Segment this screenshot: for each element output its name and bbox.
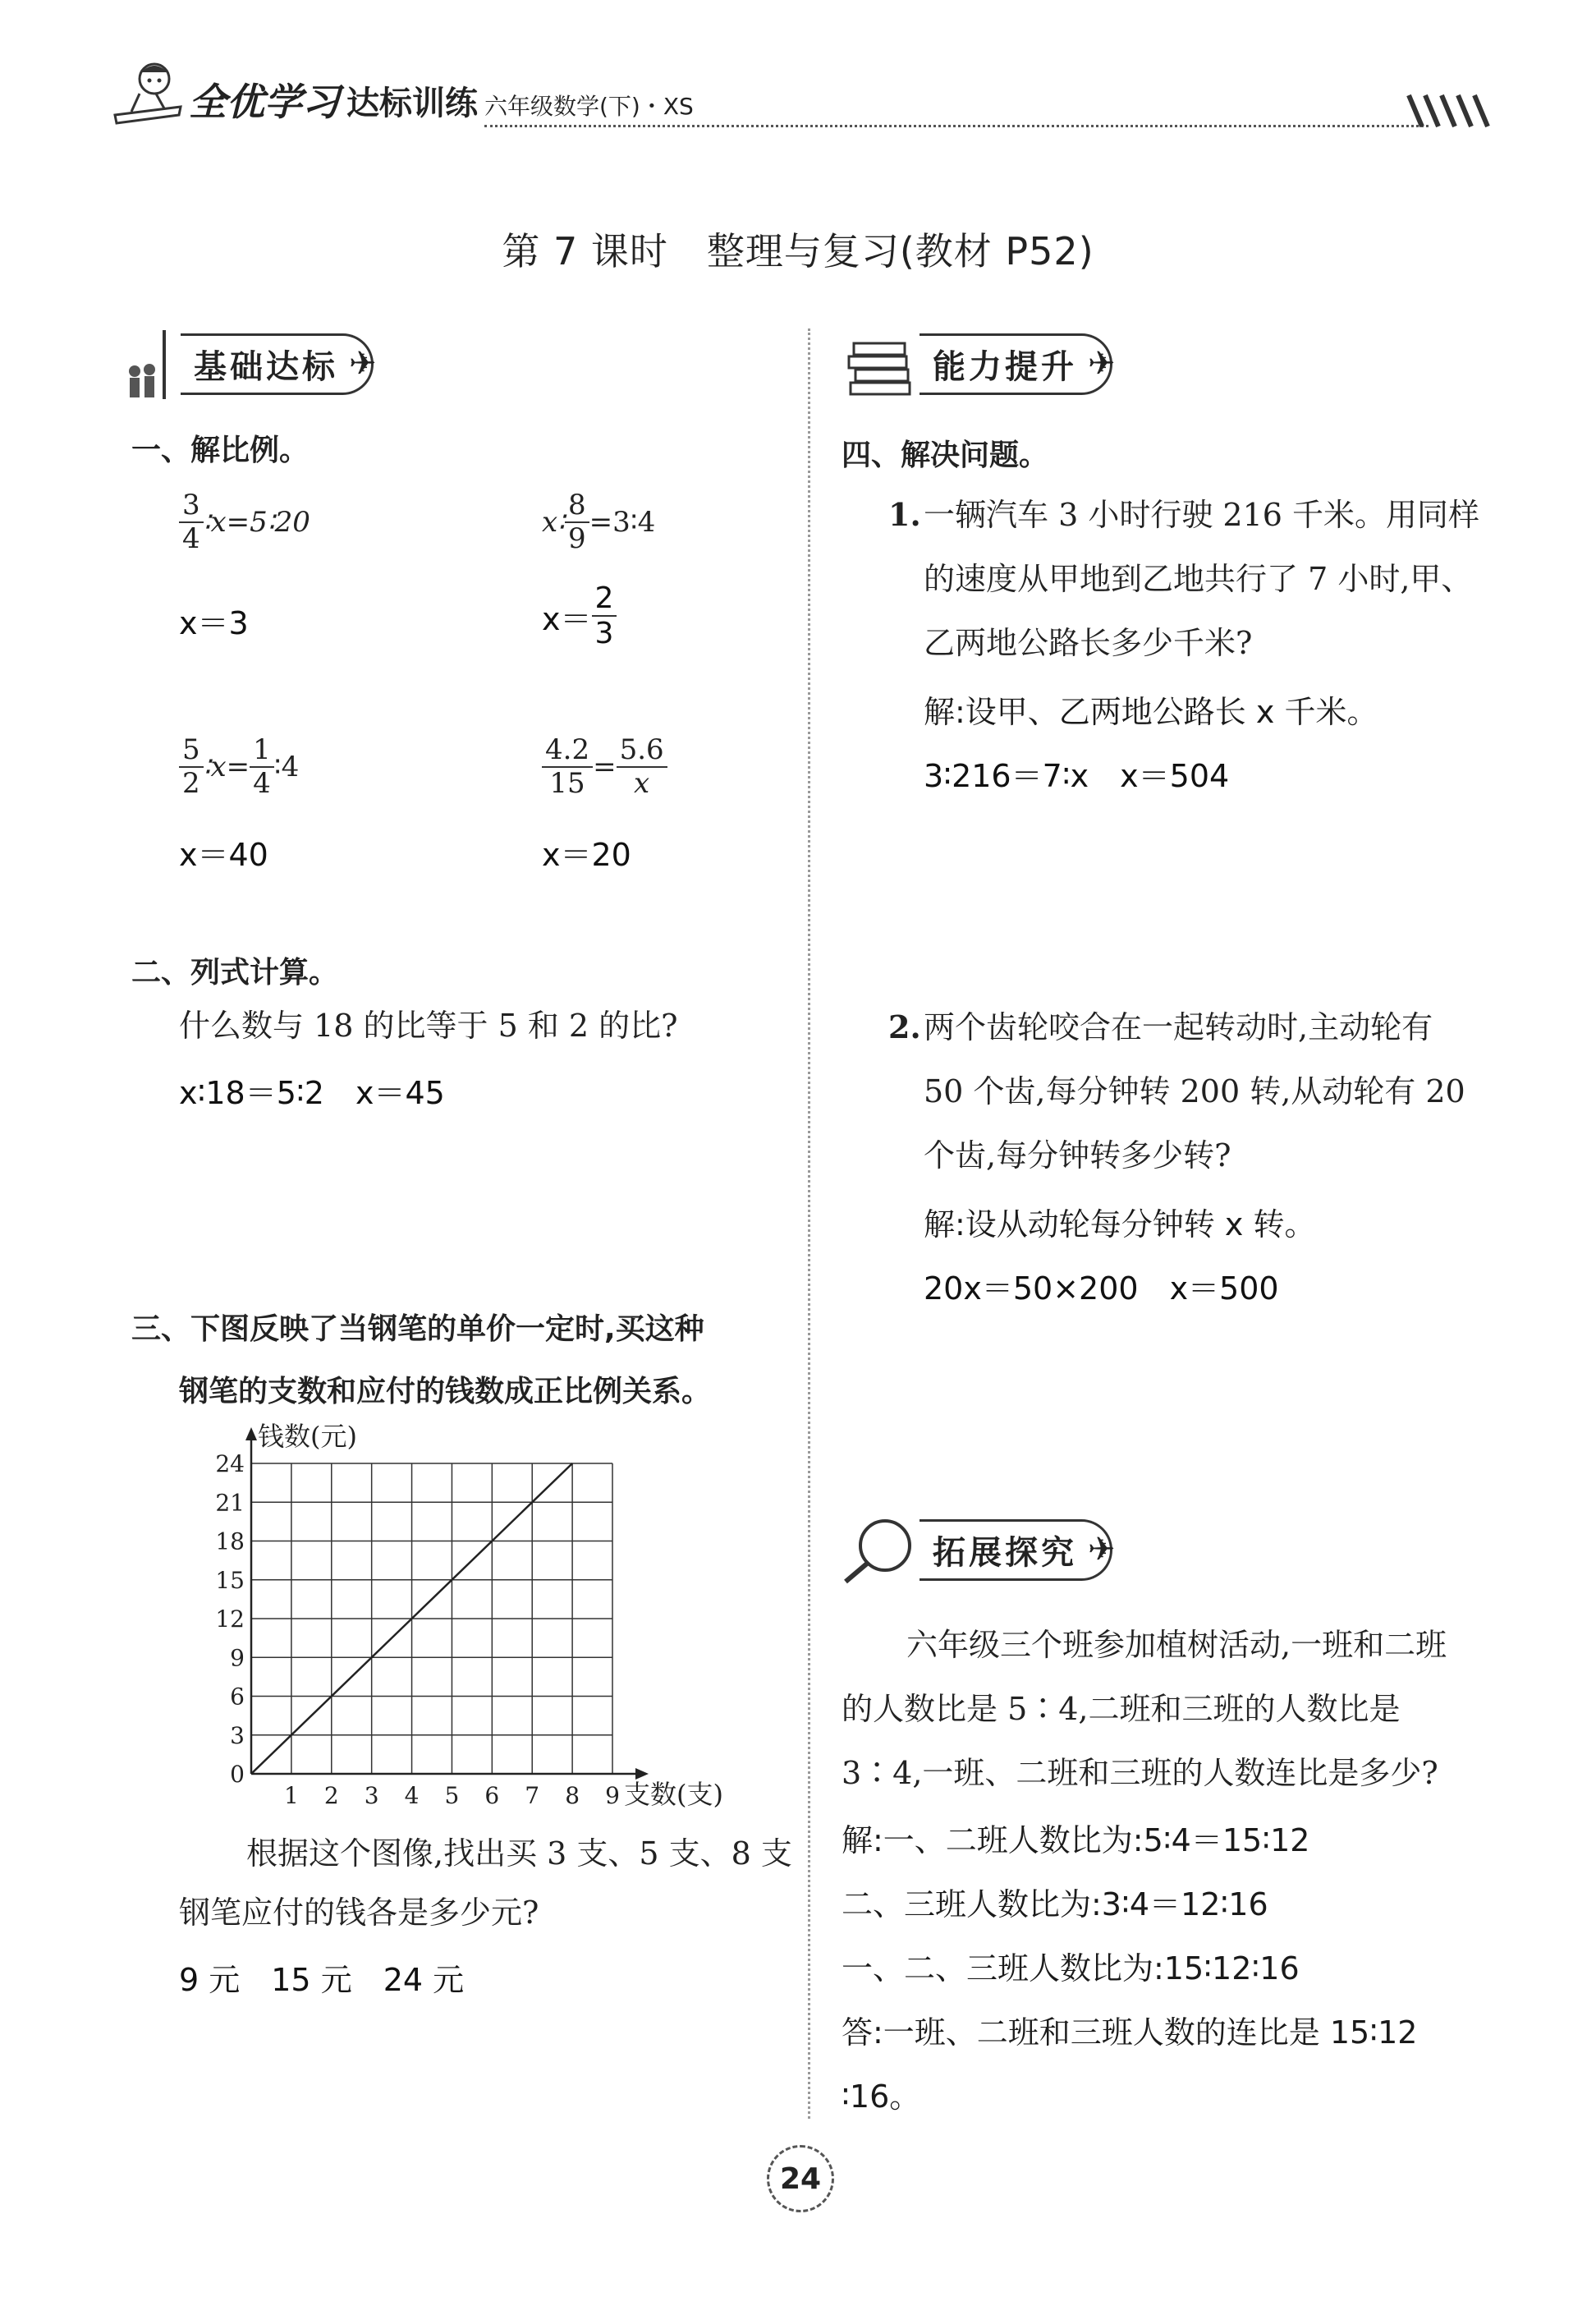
ext-solution-3: 一、二、三班人数比为:15∶12∶16 [842, 1950, 1300, 1987]
chart-grid [251, 1463, 612, 1774]
fraction [179, 489, 204, 555]
problem-2-solution: 解:设从动轮每分钟转 x 转。 [924, 1206, 1316, 1242]
plane-icon: ✈ [349, 345, 377, 383]
numerator: 4.2 [542, 734, 593, 768]
answer-fraction [592, 581, 617, 651]
x-tick-label: 4 [404, 1782, 420, 1809]
y-tick-label: 0 [230, 1761, 245, 1788]
q3-heading-line-1: 三、下图反映了当钢笔的单价一定时,买这种 [131, 1312, 704, 1346]
denominator: 4 [253, 767, 271, 801]
problem-1-line-2: 的速度从甲地到乙地共行了 7 小时,甲、 [924, 561, 1473, 597]
header-stripes-decoration [1404, 90, 1494, 131]
plane-icon: ✈ [1088, 345, 1116, 383]
signpost-people-icon [123, 327, 181, 401]
y-tick-label: 3 [230, 1721, 245, 1749]
expression-mid: ∶x= [203, 751, 250, 784]
plane-icon: ✈ [1088, 1531, 1116, 1569]
problem-2-line-3: 个齿,每分钟转多少转? [924, 1137, 1231, 1174]
x-tick-label: 5 [444, 1782, 460, 1809]
page-title: 第 7 课时 整理与复习(教材 P52) [502, 229, 1094, 273]
books-stack-icon [837, 327, 920, 401]
numerator: 3 [179, 489, 204, 523]
brand-logo: 全优学习 [189, 80, 340, 124]
y-tick-label: 24 [215, 1450, 245, 1477]
denominator: 4 [182, 522, 200, 556]
fraction [250, 734, 274, 800]
expression-lead: x∶ [542, 506, 566, 540]
magnifier-icon [837, 1513, 920, 1587]
denominator: 15 [549, 767, 585, 801]
denominator: 2 [182, 767, 200, 801]
answer-lead: x＝ [542, 600, 592, 637]
section-badge-ability [837, 327, 1116, 401]
ext-line-3: 3∶4,一班、二班和三班的人数连比是多少? [842, 1755, 1438, 1791]
y-tick-label: 9 [230, 1644, 245, 1672]
x-axis-arrow [635, 1768, 649, 1780]
fraction [617, 734, 667, 800]
y-tick-label: 21 [215, 1489, 245, 1517]
header-dotted-line [484, 125, 1429, 127]
q1-problem-1 [179, 489, 310, 555]
x-tick-label: 3 [364, 1782, 379, 1809]
numerator: 8 [565, 489, 589, 523]
q2-question: 什么数与 18 的比等于 5 和 2 的比? [179, 1008, 678, 1044]
x-tick-label: 9 [605, 1782, 620, 1809]
expression-rest: ∶4 [273, 751, 300, 784]
fraction [565, 489, 589, 555]
y-tick-label: 12 [215, 1605, 245, 1633]
x-tick-label: 2 [323, 1782, 339, 1809]
section-badge-basic [123, 327, 377, 401]
numerator: 5 [179, 734, 204, 768]
problem-1-number: 1. [888, 496, 921, 533]
book-subtitle: 六年级数学(下)・XS [484, 93, 694, 120]
numerator: 1 [250, 734, 274, 768]
section-badge-label: 能力提升 [920, 333, 1112, 395]
problem-1-equation: 3∶216＝7∶x x＝504 [924, 758, 1230, 794]
problem-2-line-2: 50 个齿,每分钟转 200 转,从动轮有 20 [924, 1073, 1465, 1109]
section-badge-label: 基础达标 [181, 333, 374, 395]
ext-line-2: 的人数比是 5∶4,二班和三班的人数比是 [842, 1691, 1401, 1727]
q4-heading: 四、解决问题。 [842, 439, 1049, 472]
chart-ticks [215, 1450, 620, 1809]
reading-child-icon [107, 57, 189, 131]
ext-solution-2: 二、三班人数比为:3∶4＝12∶16 [842, 1886, 1268, 1922]
q1-problem-2 [542, 489, 655, 555]
x-tick-label: 8 [565, 1782, 580, 1809]
denominator: 3 [594, 617, 614, 651]
q1-heading: 一、解比例。 [131, 434, 310, 467]
q1-problem-4 [542, 734, 667, 800]
y-tick-label: 6 [230, 1683, 245, 1711]
q1-answer-1: x＝3 [179, 605, 249, 641]
ext-solution-1: 解:一、二班人数比为:5∶4＝15∶12 [842, 1822, 1310, 1858]
fraction [542, 734, 593, 800]
price-quantity-chart [189, 1412, 747, 1815]
y-tick-label: 15 [215, 1566, 245, 1594]
q1-answer-4: x＝20 [542, 837, 631, 873]
section-badge-label: 拓展探究 [920, 1519, 1112, 1581]
expression-rest: ∶x=5∶20 [203, 506, 310, 540]
q1-problem-3 [179, 734, 299, 800]
numerator: 5.6 [617, 734, 667, 768]
q1-answer-2 [542, 581, 617, 651]
header [107, 57, 1502, 131]
fraction [179, 734, 204, 800]
ext-line-1: 六年级三个班参加植树活动,一班和二班 [906, 1627, 1447, 1663]
column-divider [808, 328, 810, 2119]
chart-y-axis-label: 钱数(元) [258, 1421, 357, 1452]
q3-heading-line-2: 钢笔的支数和应付的钱数成正比例关系。 [179, 1375, 712, 1408]
denominator: 9 [568, 522, 586, 556]
chart-x-axis-label: 支数(支) [624, 1779, 723, 1810]
page-number-badge [767, 2145, 834, 2212]
q2-answer: x∶18＝5∶2 x＝45 [179, 1075, 445, 1111]
ext-answer-line-1: 答:一班、二班和三班人数的连比是 15∶12 [842, 2014, 1418, 2051]
page-number: 24 [779, 2161, 822, 2196]
q3-answer: 9 元 15 元 24 元 [179, 1962, 465, 1998]
problem-1-solution: 解:设甲、乙两地公路长 x 千米。 [924, 694, 1378, 730]
x-tick-label: 6 [484, 1782, 500, 1809]
section-badge-extension [837, 1513, 1116, 1587]
numerator: 2 [592, 581, 617, 617]
y-axis-arrow [245, 1427, 257, 1440]
q3-question-line-1: 根据这个图像,找出买 3 支、5 支、8 支 [246, 1835, 792, 1872]
chart-axes [245, 1427, 649, 1780]
problem-2-number: 2. [888, 1008, 921, 1045]
denominator: x [634, 767, 650, 801]
equals-sign: = [593, 751, 617, 784]
problem-1-line-1: 一辆汽车 3 小时行驶 216 千米。用同样 [924, 497, 1480, 533]
y-tick-label: 18 [215, 1527, 245, 1555]
x-tick-label: 7 [525, 1782, 540, 1809]
q3-question-line-2: 钢笔应付的钱各是多少元? [179, 1895, 539, 1931]
ext-answer-line-2: ∶16。 [842, 2078, 921, 2115]
q2-heading: 二、列式计算。 [131, 956, 339, 990]
expression-rest: =3∶4 [589, 506, 656, 540]
problem-2-equation: 20x＝50×200 x＝500 [924, 1270, 1279, 1307]
problem-1-line-3: 乙两地公路长多少千米? [924, 625, 1253, 661]
x-tick-label: 1 [283, 1782, 299, 1809]
problem-2-line-1: 两个齿轮咬合在一起转动时,主动轮有 [924, 1009, 1433, 1045]
series-name: 达标训练 [346, 85, 478, 122]
q1-answer-3: x＝40 [179, 837, 268, 873]
